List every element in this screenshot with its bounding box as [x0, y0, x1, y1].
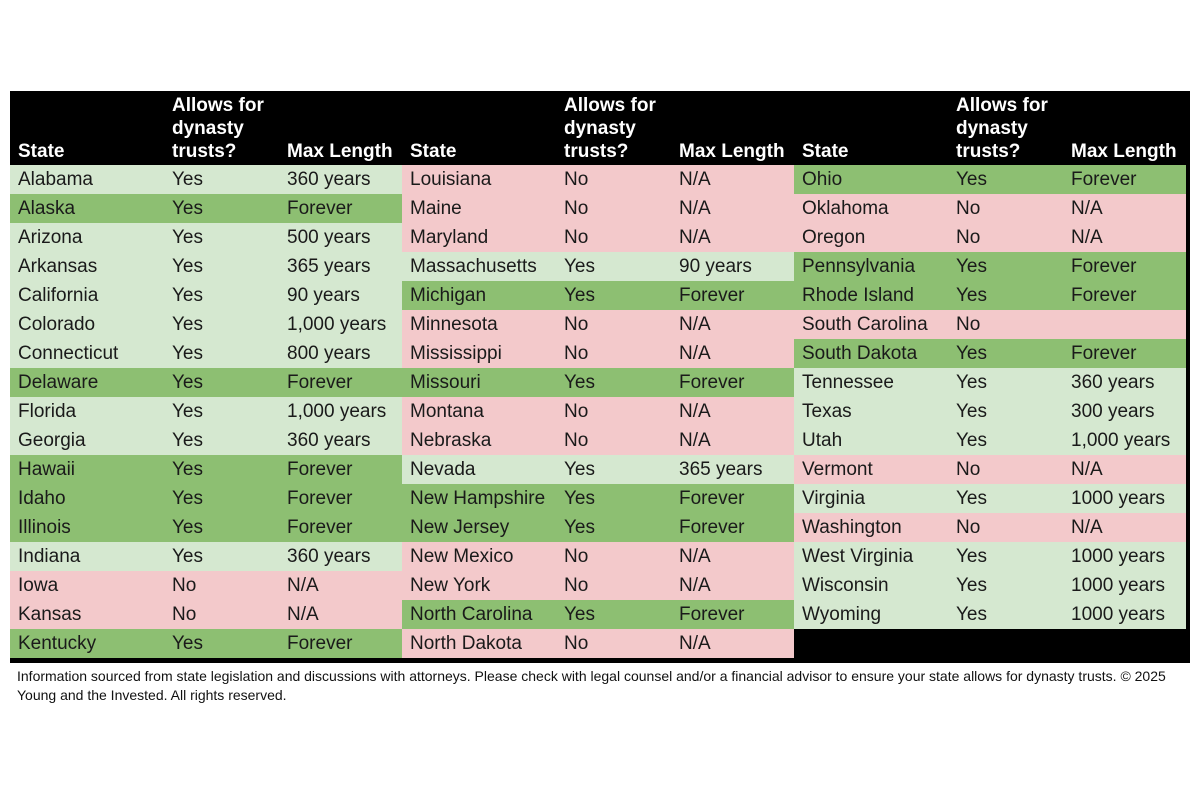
max-length-cell: N/A: [679, 401, 711, 422]
table-block-1: [10, 91, 402, 663]
state-cell: South Carolina: [802, 314, 928, 335]
state-cell: Colorado: [18, 314, 96, 335]
table-row: [10, 194, 402, 223]
state-cell: Florida: [18, 401, 77, 422]
allows-cell: Yes: [956, 285, 987, 306]
table-header: [10, 91, 402, 165]
state-cell: Iowa: [18, 575, 59, 596]
table-row: [10, 629, 402, 658]
allows-cell: Yes: [564, 372, 595, 393]
table-rows: [794, 165, 1186, 629]
max-length-cell: 1000 years: [1071, 546, 1166, 567]
allows-cell: No: [564, 169, 589, 190]
state-cell: New Mexico: [410, 546, 514, 567]
max-length-cell: 1,000 years: [287, 401, 387, 422]
table-row: [794, 542, 1186, 571]
header-state: State: [18, 141, 65, 162]
state-cell: Georgia: [18, 430, 86, 451]
table-rows: [402, 165, 794, 658]
table-row: [402, 571, 794, 600]
state-cell: New Hampshire: [410, 488, 546, 509]
state-cell: Nevada: [410, 459, 476, 480]
state-cell: Minnesota: [410, 314, 498, 335]
table-row: [794, 281, 1186, 310]
state-cell: Missouri: [410, 372, 481, 393]
max-length-cell: 365 years: [679, 459, 763, 480]
table-row: [10, 252, 402, 281]
allows-cell: Yes: [172, 285, 203, 306]
max-length-cell: Forever: [287, 633, 353, 654]
allows-cell: Yes: [172, 633, 203, 654]
table-row: [794, 426, 1186, 455]
max-length-cell: 1000 years: [1071, 604, 1166, 625]
state-cell: Hawaii: [18, 459, 76, 480]
header-state: State: [410, 141, 457, 162]
max-length-cell: Forever: [287, 517, 353, 538]
max-length-cell: 1000 years: [1071, 488, 1166, 509]
max-length-cell: 300 years: [1071, 401, 1155, 422]
allows-cell: Yes: [564, 459, 595, 480]
table-row: [10, 310, 402, 339]
state-cell: Maine: [410, 198, 462, 219]
state-cell: Michigan: [410, 285, 487, 306]
max-length-cell: Forever: [1071, 169, 1137, 190]
state-cell: Nebraska: [410, 430, 492, 451]
state-cell: Louisiana: [410, 169, 492, 190]
allows-cell: Yes: [956, 256, 987, 277]
allows-cell: No: [564, 430, 589, 451]
table-row: [794, 455, 1186, 484]
max-length-cell: N/A: [287, 604, 319, 625]
table-row: [402, 513, 794, 542]
header-allows: Allows for dynasty trusts?: [956, 95, 1048, 162]
allows-cell: No: [564, 314, 589, 335]
max-length-cell: 360 years: [287, 546, 371, 567]
state-cell: California: [18, 285, 99, 306]
max-length-cell: N/A: [679, 430, 711, 451]
allows-cell: No: [564, 546, 589, 567]
state-cell: Ohio: [802, 169, 843, 190]
allows-cell: Yes: [956, 372, 987, 393]
allows-cell: Yes: [172, 517, 203, 538]
allows-cell: Yes: [956, 430, 987, 451]
table-header: [402, 91, 794, 165]
state-cell: Arizona: [18, 227, 83, 248]
max-length-cell: 90 years: [679, 256, 752, 277]
table-row: [794, 484, 1186, 513]
allows-cell: Yes: [172, 227, 203, 248]
allows-cell: No: [564, 227, 589, 248]
state-cell: Wisconsin: [802, 575, 889, 596]
state-cell: Mississippi: [410, 343, 502, 364]
state-cell: Massachusetts: [410, 256, 537, 277]
allows-cell: No: [564, 343, 589, 364]
allows-cell: No: [172, 604, 197, 625]
allows-cell: No: [564, 198, 589, 219]
table-row: [794, 368, 1186, 397]
state-cell: Rhode Island: [802, 285, 914, 306]
state-cell: Utah: [802, 430, 843, 451]
allows-cell: Yes: [172, 488, 203, 509]
max-length-cell: Forever: [679, 488, 745, 509]
header-max-length: Max Length: [1071, 141, 1177, 162]
table-row: [10, 571, 402, 600]
max-length-cell: N/A: [1071, 198, 1103, 219]
allows-cell: Yes: [956, 546, 987, 567]
table-row: [10, 484, 402, 513]
allows-cell: Yes: [172, 546, 203, 567]
allows-cell: Yes: [956, 169, 987, 190]
table-row: [794, 194, 1186, 223]
state-cell: Wyoming: [802, 604, 882, 625]
allows-cell: No: [172, 575, 197, 596]
max-length-cell: N/A: [679, 198, 711, 219]
allows-cell: No: [564, 401, 589, 422]
table-row: [402, 339, 794, 368]
max-length-cell: 365 years: [287, 256, 371, 277]
header-allows: Allows for dynasty trusts?: [172, 95, 264, 162]
state-cell: Arkansas: [18, 256, 98, 277]
table-rows: [10, 165, 402, 658]
allows-cell: Yes: [956, 575, 987, 596]
table-row: [794, 223, 1186, 252]
table-row: [402, 252, 794, 281]
max-length-cell: N/A: [679, 575, 711, 596]
max-length-cell: 360 years: [1071, 372, 1155, 393]
table-row: [794, 165, 1186, 194]
allows-cell: Yes: [172, 314, 203, 335]
max-length-cell: N/A: [679, 546, 711, 567]
max-length-cell: N/A: [679, 227, 711, 248]
header-max-length: Max Length: [679, 141, 785, 162]
state-cell: Kentucky: [18, 633, 97, 654]
table-row: [402, 542, 794, 571]
state-cell: Alaska: [18, 198, 76, 219]
table-row: [794, 600, 1186, 629]
table-row: [402, 368, 794, 397]
allows-cell: No: [956, 314, 981, 335]
table-row: [402, 194, 794, 223]
state-cell: Oklahoma: [802, 198, 889, 219]
table-row: [10, 223, 402, 252]
state-cell: Washington: [802, 517, 902, 538]
max-length-cell: N/A: [1071, 227, 1103, 248]
allows-cell: No: [956, 459, 981, 480]
table-row: [794, 339, 1186, 368]
table-row: [10, 542, 402, 571]
allows-cell: Yes: [172, 401, 203, 422]
table-row: [402, 455, 794, 484]
max-length-cell: N/A: [287, 575, 319, 596]
state-cell: Alabama: [18, 169, 93, 190]
max-length-cell: Forever: [287, 459, 353, 480]
table-row: [794, 397, 1186, 426]
allows-cell: Yes: [956, 488, 987, 509]
table-row: [402, 426, 794, 455]
max-length-cell: Forever: [679, 604, 745, 625]
max-length-cell: 1,000 years: [1071, 430, 1171, 451]
max-length-cell: Forever: [1071, 256, 1137, 277]
allows-cell: Yes: [564, 517, 595, 538]
table-row: [402, 223, 794, 252]
state-cell: West Virginia: [802, 546, 914, 567]
allows-cell: Yes: [172, 459, 203, 480]
table-block-3: [794, 91, 1186, 663]
table-row: [10, 339, 402, 368]
table-row: [10, 455, 402, 484]
state-cell: North Carolina: [410, 604, 533, 625]
max-length-cell: 360 years: [287, 169, 371, 190]
max-length-cell: N/A: [1071, 517, 1103, 538]
table-header: [794, 91, 1186, 165]
footnote: Information sourced from state legislation and discussions with attorneys. Please check with legal counsel and/or a financial advisor to ensure your state allows for dynasty trusts. © 2025 Young and the Invested. All rights reserved.: [17, 668, 1166, 703]
state-cell: North Dakota: [410, 633, 522, 654]
header-state: State: [802, 141, 849, 162]
allows-cell: Yes: [172, 169, 203, 190]
state-cell: Illinois: [18, 517, 71, 538]
allows-cell: Yes: [172, 343, 203, 364]
allows-cell: Yes: [172, 256, 203, 277]
table-row: [402, 484, 794, 513]
table-row: [402, 397, 794, 426]
header-max-length: Max Length: [287, 141, 393, 162]
allows-cell: Yes: [956, 343, 987, 364]
state-cell: New York: [410, 575, 491, 596]
max-length-cell: 360 years: [287, 430, 371, 451]
state-cell: Texas: [802, 401, 852, 422]
max-length-cell: Forever: [287, 372, 353, 393]
state-cell: Maryland: [410, 227, 489, 248]
state-cell: Montana: [410, 401, 484, 422]
state-cell: Pennsylvania: [802, 256, 916, 277]
max-length-cell: 90 years: [287, 285, 360, 306]
max-length-cell: 500 years: [287, 227, 371, 248]
table-row: [10, 368, 402, 397]
table-row: [402, 600, 794, 629]
table-row: [402, 281, 794, 310]
allows-cell: Yes: [564, 488, 595, 509]
table-row: [794, 310, 1186, 339]
max-length-cell: N/A: [679, 343, 711, 364]
table-row: [402, 629, 794, 658]
max-length-cell: Forever: [287, 198, 353, 219]
max-length-cell: Forever: [679, 285, 745, 306]
state-cell: Oregon: [802, 227, 866, 248]
max-length-cell: Forever: [1071, 343, 1137, 364]
allows-cell: No: [564, 575, 589, 596]
allows-cell: Yes: [956, 604, 987, 625]
max-length-cell: Forever: [679, 517, 745, 538]
max-length-cell: N/A: [679, 169, 711, 190]
max-length-cell: Forever: [287, 488, 353, 509]
state-cell: New Jersey: [410, 517, 510, 538]
max-length-cell: Forever: [679, 372, 745, 393]
allows-cell: Yes: [564, 604, 595, 625]
table-row: [402, 165, 794, 194]
table-block-2: [402, 91, 794, 663]
header-allows: Allows for dynasty trusts?: [564, 95, 656, 162]
state-cell: South Dakota: [802, 343, 918, 364]
allows-cell: No: [956, 517, 981, 538]
table-row: [794, 571, 1186, 600]
allows-cell: Yes: [564, 256, 595, 277]
state-cell: Connecticut: [18, 343, 119, 364]
state-cell: Indiana: [18, 546, 81, 567]
table-row: [10, 513, 402, 542]
allows-cell: No: [956, 198, 981, 219]
table-row: [10, 165, 402, 194]
allows-cell: Yes: [564, 285, 595, 306]
allows-cell: Yes: [956, 401, 987, 422]
state-cell: Idaho: [18, 488, 66, 509]
allows-cell: Yes: [172, 198, 203, 219]
max-length-cell: 1,000 years: [287, 314, 387, 335]
table-row: [10, 281, 402, 310]
dynasty-trust-table: [10, 91, 1190, 663]
max-length-cell: Forever: [1071, 285, 1137, 306]
max-length-cell: 800 years: [287, 343, 371, 364]
max-length-cell: 1000 years: [1071, 575, 1166, 596]
max-length-cell: N/A: [679, 314, 711, 335]
state-cell: Vermont: [802, 459, 873, 480]
allows-cell: No: [956, 227, 981, 248]
allows-cell: No: [564, 633, 589, 654]
table-row: [10, 600, 402, 629]
table-row: [794, 252, 1186, 281]
state-cell: Delaware: [18, 372, 99, 393]
state-cell: Virginia: [802, 488, 866, 509]
max-length-cell: N/A: [679, 633, 711, 654]
state-cell: Tennessee: [802, 372, 894, 393]
allows-cell: Yes: [172, 430, 203, 451]
allows-cell: Yes: [172, 372, 203, 393]
state-cell: Kansas: [18, 604, 82, 625]
table-row: [10, 397, 402, 426]
table-row: [10, 426, 402, 455]
max-length-cell: N/A: [1071, 459, 1103, 480]
table-row: [402, 310, 794, 339]
table-row: [794, 513, 1186, 542]
